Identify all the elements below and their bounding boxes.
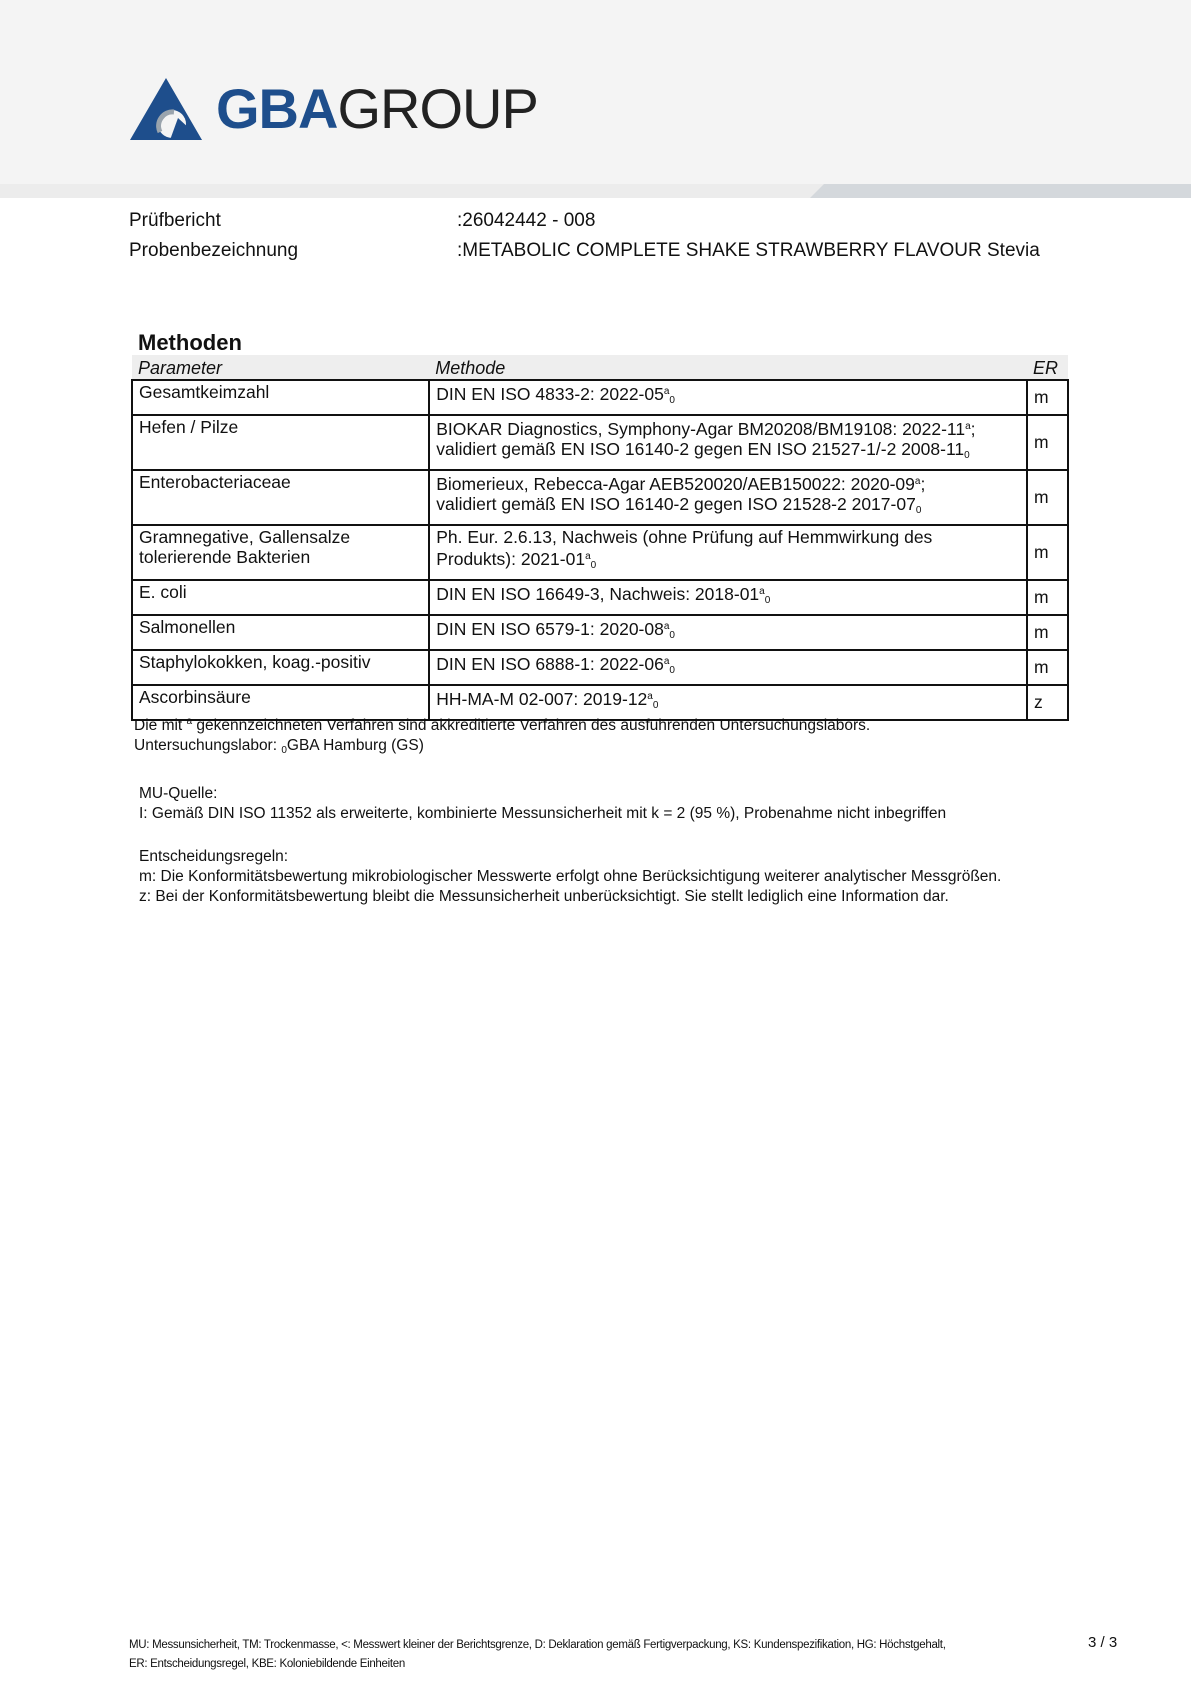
report-number-value: :26042442 - 008 xyxy=(457,210,596,231)
method-line xyxy=(436,652,1021,681)
lab-index: 0 xyxy=(669,395,675,406)
method-description xyxy=(429,415,1027,470)
parameter-line: E. coli xyxy=(139,582,187,602)
report-number-label: Prüfbericht xyxy=(129,210,221,231)
methods-table-body xyxy=(132,380,1068,720)
accreditation-mark: a xyxy=(186,716,193,727)
method-er: m xyxy=(1027,525,1068,580)
mu-text: I: Gemäß DIN ISO 11352 als erweiterte, kombinierte Messunsicherheit mit k = 2 (95 %), Probenahme nicht inbegriffen xyxy=(139,805,947,822)
header-method: Methode xyxy=(429,355,1027,380)
method-text: Biomerieux, Rebecca-Agar AEB520020/AEB150022: 2020-09 xyxy=(436,474,915,494)
rules-title: Entscheidungsregeln: xyxy=(139,848,289,865)
methods-table xyxy=(131,355,1069,721)
parameter-line: Staphylokokken, koag.-positiv xyxy=(139,652,371,672)
method-er: m xyxy=(1027,470,1068,525)
rule-z: z: Bei der Konformitätsbewertung bleibt die Messunsicherheit unberücksichtigt. Sie stellt lediglich eine Information dar. xyxy=(139,888,949,905)
lab-value: GBA Hamburg (GS) xyxy=(286,737,424,754)
method-line xyxy=(436,582,1021,611)
method-row xyxy=(132,380,1068,415)
method-row xyxy=(132,415,1068,470)
method-text: validiert gemäß EN ISO 16140-2 gegen EN ISO 21527-1/-2 2008-11 xyxy=(436,439,965,459)
lab-label: Untersuchungslabor: xyxy=(134,737,282,754)
company-logo xyxy=(130,78,538,140)
lab-note xyxy=(134,736,1001,761)
logo-text-light: GROUP xyxy=(337,77,538,140)
method-line xyxy=(436,547,1021,576)
lab-index: 0 xyxy=(915,505,922,516)
report-meta xyxy=(129,206,1040,266)
method-text: HH-MA-M 02-007: 2019-12 xyxy=(436,689,648,709)
method-text: Produkts): 2021-01 xyxy=(436,549,586,569)
method-text: DIN EN ISO 4833-2: 2022-05 xyxy=(436,384,664,404)
footer-line-2: ER: Entscheidungsregel, KBE: Koloniebildende Einheiten xyxy=(129,1658,405,1670)
method-er: z xyxy=(1027,685,1068,720)
logo-mark-icon xyxy=(130,78,202,140)
accreditation-mark: a xyxy=(759,586,765,597)
page-number: 3 / 3 xyxy=(1088,1634,1118,1651)
parameter-line: tolerierende Bakterien xyxy=(139,547,311,567)
method-description xyxy=(429,650,1027,685)
method-parameter xyxy=(132,650,429,685)
accreditation-mark: a xyxy=(914,476,921,487)
method-line xyxy=(436,617,1021,646)
report-number-row xyxy=(129,206,1040,236)
accreditation-mark: a xyxy=(663,621,670,632)
method-text: Ph. Eur. 2.6.13, Nachweis (ohne Prüfung auf Hemmwirkung des xyxy=(436,527,933,547)
parameter-line: Salmonellen xyxy=(139,617,236,637)
method-er: m xyxy=(1027,650,1068,685)
method-description xyxy=(429,580,1027,615)
method-parameter xyxy=(132,380,429,415)
method-er: m xyxy=(1027,615,1068,650)
method-er: m xyxy=(1027,580,1068,615)
mu-title: MU-Quelle: xyxy=(139,785,218,802)
method-parameter xyxy=(132,470,429,525)
accreditation-mark: a xyxy=(647,691,653,702)
method-parameter xyxy=(132,615,429,650)
footer-line-1: MU: Messunsicherheit, TM: Trockenmasse, <: Messwert kleiner der Berichtsgrenze, D: Deklaration gemäß Fertigverpackung, KS: Kundenspezifikation, HG: Höchstgehalt, xyxy=(129,1639,946,1651)
method-line xyxy=(436,417,1021,439)
method-text: BIOKAR Diagnostics, Symphony-Agar BM20208/BM19108: 2022-11 xyxy=(436,419,966,439)
method-text: DIN EN ISO 16649-3, Nachweis: 2018-01 xyxy=(436,584,760,604)
accreditation-mark: a xyxy=(663,386,670,397)
method-row xyxy=(132,470,1068,525)
accreditation-note-start: Die mit xyxy=(134,717,187,734)
accreditation-note xyxy=(134,712,1001,736)
method-description xyxy=(429,525,1027,580)
method-tail: ; xyxy=(970,419,976,439)
accreditation-mark: a xyxy=(965,421,971,432)
method-line xyxy=(436,527,1021,547)
lab-index: 0 xyxy=(669,665,675,676)
method-row xyxy=(132,580,1068,615)
method-description xyxy=(429,615,1027,650)
method-text: validiert gemäß EN ISO 16140-2 gegen ISO 21528-2 2017-07 xyxy=(436,494,916,514)
method-tail: ; xyxy=(920,474,926,494)
rule-m: m: Die Konformitätsbewertung mikrobiologischer Messwerte erfolgt ohne Berücksichtigung weiterer analytischer Messgrößen. xyxy=(139,868,1002,885)
accreditation-mark: a xyxy=(663,656,670,667)
method-description xyxy=(429,380,1027,415)
parameter-line: Gramnegative, Gallensalze xyxy=(139,527,351,547)
methods-table-header xyxy=(132,355,1068,380)
header-stripe-accent xyxy=(810,184,1191,198)
method-parameter xyxy=(132,580,429,615)
lab-index: 0 xyxy=(590,560,597,571)
accreditation-mark: a xyxy=(585,551,591,562)
header-er: ER xyxy=(1027,355,1068,380)
logo-text-bold: GBA xyxy=(216,77,338,140)
parameter-line: Enterobacteriaceae xyxy=(139,472,291,492)
sample-name-value: :METABOLIC COMPLETE SHAKE STRAWBERRY FLAVOUR Stevia xyxy=(457,240,1040,261)
lab-index: 0 xyxy=(669,630,675,641)
method-parameter xyxy=(132,525,429,580)
parameter-line: Gesamtkeimzahl xyxy=(139,382,270,402)
lab-index: 0 xyxy=(281,745,287,756)
lab-index: 0 xyxy=(964,450,970,461)
notes-section xyxy=(134,712,1001,907)
methods-section-title: Methoden xyxy=(138,330,242,355)
method-line xyxy=(436,382,1021,411)
method-text: DIN EN ISO 6888-1: 2022-06 xyxy=(436,654,664,674)
header-parameter: Parameter xyxy=(132,355,429,380)
method-line xyxy=(436,494,1021,521)
lab-index: 0 xyxy=(652,700,659,711)
method-er: m xyxy=(1027,380,1068,415)
parameter-line: Hefen / Pilze xyxy=(139,417,239,437)
lab-index: 0 xyxy=(764,595,771,606)
method-er: m xyxy=(1027,415,1068,470)
method-text: DIN EN ISO 6579-1: 2020-08 xyxy=(436,619,664,639)
sample-name-row xyxy=(129,236,1040,266)
accreditation-note-end: gekennzeichneten Verfahren sind akkreditierte Verfahren des ausführenden Untersuchungslabors. xyxy=(192,717,871,734)
parameter-line: Ascorbinsäure xyxy=(139,687,251,707)
method-line xyxy=(436,439,1021,466)
method-line xyxy=(436,472,1021,494)
method-parameter xyxy=(132,415,429,470)
footer-legend xyxy=(129,1636,1029,1674)
method-description xyxy=(429,470,1027,525)
method-row xyxy=(132,615,1068,650)
method-row xyxy=(132,525,1068,580)
logo-wordmark xyxy=(216,78,538,140)
sample-name-label: Probenbezeichnung xyxy=(129,240,299,261)
method-row xyxy=(132,650,1068,685)
